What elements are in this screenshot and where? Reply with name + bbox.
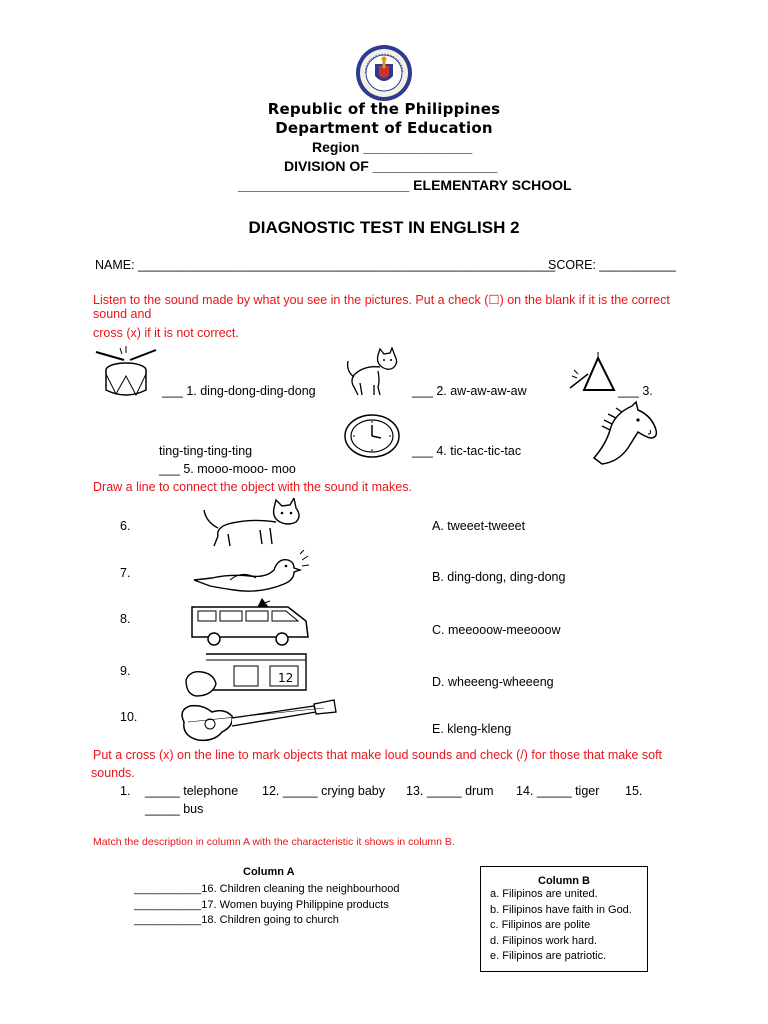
part3-item-15-cont: _____ bus [145,802,204,816]
header-school: ______________________ ELEMENTARY SCHOOL [238,177,572,193]
bird-icon [190,550,310,598]
header-region: Region ______________ [312,139,473,155]
column-a-item-17: ___________17. Women buying Philippine products [134,899,389,911]
part3-instruction: Put a cross (x) on the line to mark objects that make loud sounds and check (/) for those that make soft [93,748,663,762]
part2-choice-d: D. wheeeng-wheeeng [432,675,554,689]
part2-number-6: 6. [120,519,131,533]
part3-item-13: 13. _____ drum [406,784,494,798]
part3-item-14: 14. _____ tiger [516,784,600,798]
part1-item-4: ___ 4. tic-tac-tic-tac [412,444,522,458]
deped-seal-icon [355,44,413,102]
part3-instruction-cont: sounds. [91,766,135,780]
part1-item-2: ___ 2. aw-aw-aw-aw [412,384,527,398]
part3-item-15: 15. [625,784,643,798]
column-b-item-d: d. Filipinos work hard. [490,934,597,947]
part3-item-1: 1. [120,784,131,798]
part2-choice-c: C. meeooow-meeooow [432,623,561,637]
part1-item-5: ___ 5. mooo-mooo- moo [159,462,296,476]
column-b-item-c: c. Filipinos are polite [490,919,591,931]
part2-instruction: Draw a line to connect the object with the sound it makes. [93,480,412,494]
part2-choice-b: B. ding-dong, ding-dong [432,570,566,584]
part1-item-3: ___ 3. [618,384,653,398]
guitar-icon [174,696,338,746]
vehicle-icon [188,597,314,647]
column-a-title: Column A [243,866,295,878]
name-field: NAME: ____________________________________________________________ [95,258,556,272]
part2-choice-e: E. kleng-kleng [432,722,512,736]
column-a-item-18: ___________18. Children going to church [134,914,339,926]
cat-icon [200,498,306,548]
column-b-item-e: e. Filipinos are patriotic. [490,950,607,962]
part2-number-8: 8. [120,612,131,626]
telephone-icon [180,650,312,700]
page-title: DIAGNOSTIC TEST IN ENGLISH 2 [248,218,520,237]
cat-icon [344,347,402,399]
part2-number-10: 10. [120,710,138,724]
part4-instruction: Match the description in column A with the characteristic it shows in column B. [93,836,455,848]
clock-icon [343,413,401,459]
part2-number-7: 7. [120,566,131,580]
part3-item-12: 12. _____ crying baby [262,784,386,798]
horse-icon [588,400,660,470]
column-a-item-16: ___________16. Children cleaning the neighbourhood [134,883,400,895]
part1-instruction: Listen to the sound made by what you see in the pictures. Put a check (☐) on the blank if it is the correct sound and [93,293,670,321]
header-division: DIVISION OF ________________ [284,158,498,174]
score-field: SCORE: ___________ [548,258,676,272]
part1-item-3-cont: ting-ting-ting-ting [159,444,253,458]
header-republic: Republic of the Philippines [267,100,501,118]
header-department: Department of Education [275,119,493,137]
svg-text:12: 12 [278,671,294,685]
column-b-item-b: b. Filipinos have faith in God. [490,903,632,916]
part2-number-9: 9. [120,664,131,678]
drum-icon [94,346,158,402]
column-b-box [480,866,648,972]
triangle-instrument-icon [568,352,620,396]
column-b-title: Column B [538,875,590,887]
part1-item-1: ___ 1. ding-dong-ding-dong [162,384,316,398]
part1-instruction-cont: cross (x) if it is not correct. [93,326,239,340]
part3-item-telephone: _____ telephone [145,784,239,798]
column-b-item-a: a. Filipinos are united. [490,888,598,900]
part2-choice-a: A. tweeet-tweeet [432,519,526,533]
